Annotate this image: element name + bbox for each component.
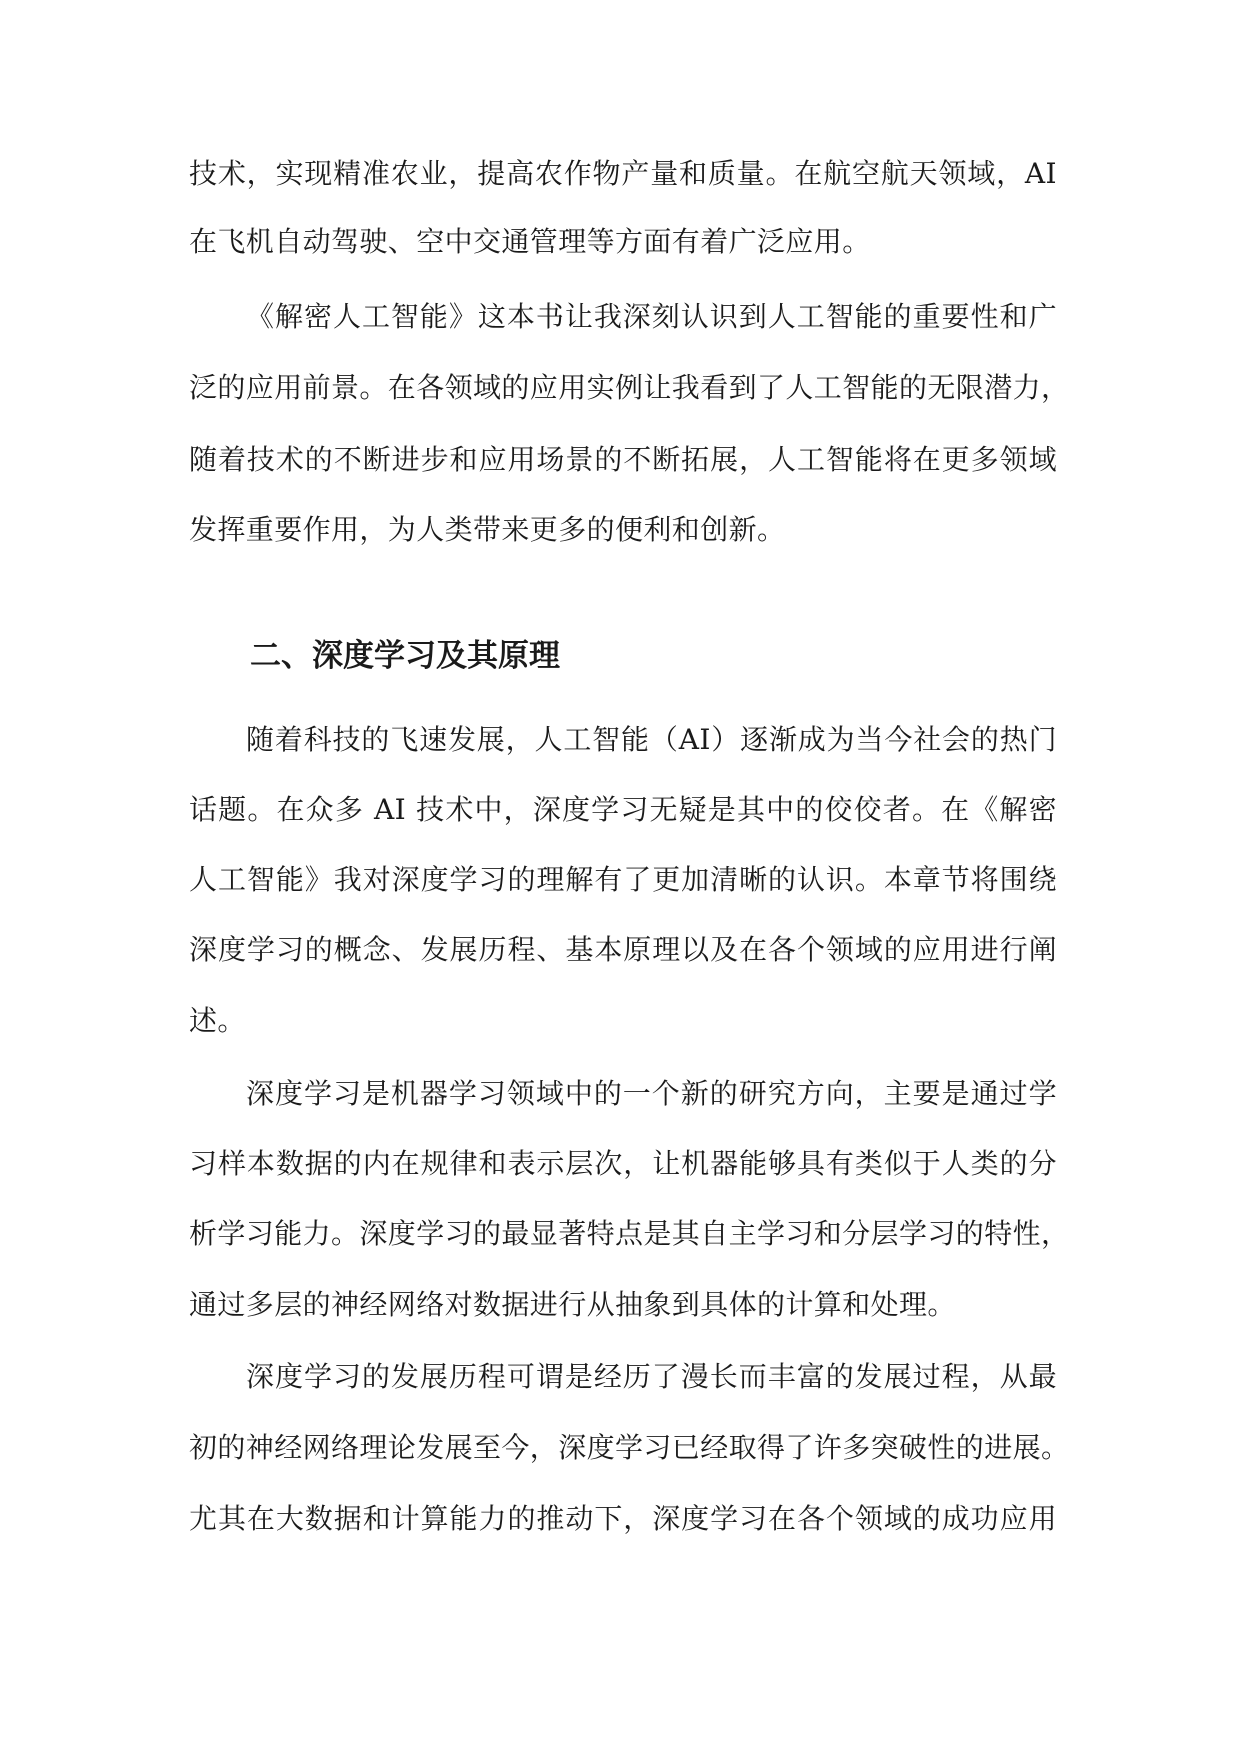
paragraph-first-line: 深度学习的发展历程可谓是经历了漫长而丰富的发展过程，从最	[246, 1360, 1057, 1393]
text-line: 尤其在大数据和计算能力的推动下，深度学习在各个领域的成功应用	[189, 1502, 1057, 1535]
text-line: 话题。在众多 AI 技术中，深度学习无疑是其中的佼佼者。在《解密	[189, 793, 1057, 826]
text-line: 初的神经网络理论发展至今，深度学习已经取得了许多突破性的进展。	[189, 1431, 1070, 1464]
text-line: 习样本数据的内在规律和表示层次，让机器能够具有类似于人类的分	[189, 1147, 1057, 1180]
text-line: 通过多层的神经网络对数据进行从抽象到具体的计算和处理。	[189, 1288, 956, 1321]
paragraph-first-line: 《解密人工智能》这本书让我深刻认识到人工智能的重要性和广	[246, 300, 1057, 333]
section-heading: 二、深度学习及其原理	[250, 638, 560, 674]
text-line: 发挥重要作用，为人类带来更多的便利和创新。	[189, 513, 786, 546]
text-line: 析学习能力。深度学习的最显著特点是其自主学习和分层学习的特性，	[189, 1217, 1070, 1250]
text-line: 深度学习的概念、发展历程、基本原理以及在各个领域的应用进行阐	[189, 933, 1057, 966]
text-line: 在飞机自动驾驶、空中交通管理等方面有着广泛应用。	[189, 225, 871, 258]
paragraph-first-line: 深度学习是机器学习领域中的一个新的研究方向，主要是通过学	[246, 1077, 1057, 1110]
text-line: 随着技术的不断进步和应用场景的不断拓展，人工智能将在更多领域	[189, 443, 1057, 476]
text-line: 泛的应用前景。在各领域的应用实例让我看到了人工智能的无限潜力，	[189, 371, 1070, 404]
text-line: 人工智能》我对深度学习的理解有了更加清晰的认识。本章节将围绕	[189, 863, 1057, 896]
text-line: 技术，实现精准农业，提高农作物产量和质量。在航空航天领域，AI	[189, 157, 1057, 190]
paragraph-first-line: 随着科技的飞速发展，人工智能（AI）逐渐成为当今社会的热门	[246, 723, 1057, 756]
text-line: 述。	[189, 1004, 246, 1037]
